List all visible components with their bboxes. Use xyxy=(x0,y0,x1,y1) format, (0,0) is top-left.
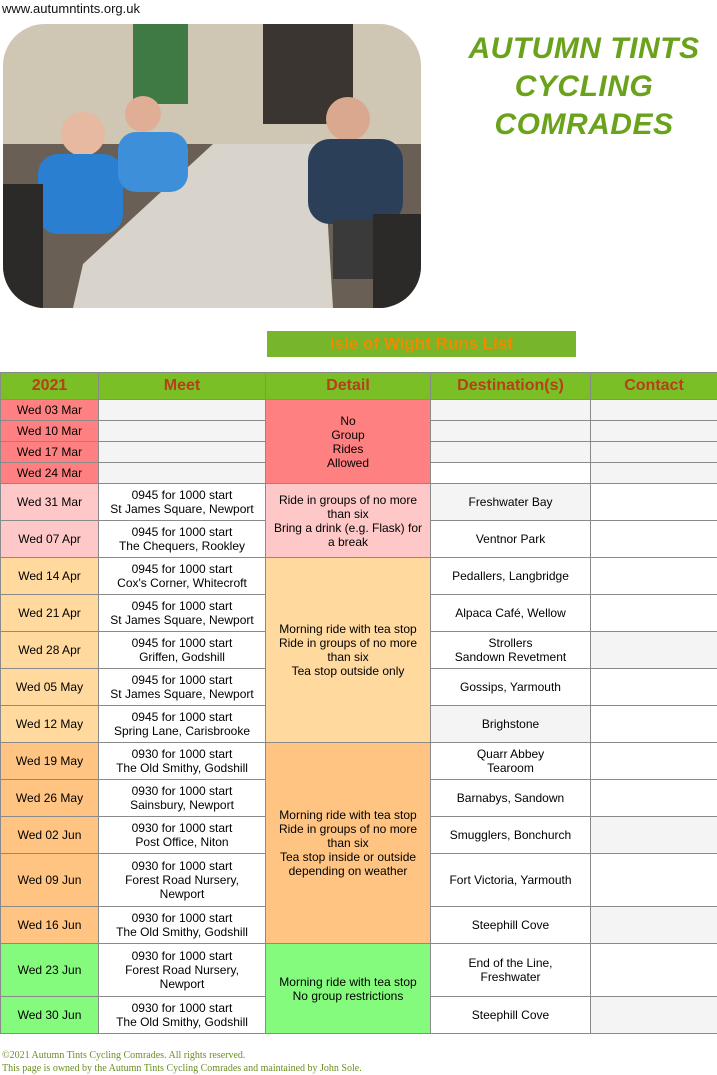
run-date: Wed 16 Jun xyxy=(1,907,99,944)
run-date: Wed 02 Jun xyxy=(1,817,99,854)
run-date: Wed 21 Apr xyxy=(1,595,99,632)
destination: Strollers Sandown Revetment xyxy=(431,632,591,669)
destination: Brighstone xyxy=(431,706,591,743)
destination: Alpaca Café, Wellow xyxy=(431,595,591,632)
contact xyxy=(591,997,717,1034)
destination: Smugglers, Bonchurch xyxy=(431,817,591,854)
meet-point: 0930 for 1000 start The Old Smithy, Godshill xyxy=(99,743,266,780)
table-row xyxy=(1,558,717,595)
contact xyxy=(591,442,717,463)
meet-point: 0930 for 1000 start Sainsbury, Newport xyxy=(99,780,266,817)
meet-point xyxy=(99,400,266,421)
footer xyxy=(2,1049,362,1075)
destination: Steephill Cove xyxy=(431,997,591,1034)
contact xyxy=(591,743,717,780)
run-date: Wed 19 May xyxy=(1,743,99,780)
table-header-row xyxy=(1,373,717,400)
club-title-line: CYCLING xyxy=(514,70,654,103)
contact xyxy=(591,632,717,669)
meet-point xyxy=(99,463,266,484)
destination: Quarr Abbey Tearoom xyxy=(431,743,591,780)
table-row xyxy=(1,743,717,780)
destination: Ventnor Park xyxy=(431,521,591,558)
run-date: Wed 09 Jun xyxy=(1,854,99,907)
run-detail: Morning ride with tea stop Ride in groups of no more than six Tea stop inside or outside depending on weather xyxy=(266,743,431,944)
run-date: Wed 10 Mar xyxy=(1,421,99,442)
runs-table xyxy=(0,372,717,1034)
run-detail: Ride in groups of no more than six Bring a drink (e.g. Flask) for a break xyxy=(266,484,431,558)
meet-point: 0930 for 1000 start Forest Road Nursery, Newport xyxy=(99,854,266,907)
meet-point: 0945 for 1000 start Griffen, Godshill xyxy=(99,632,266,669)
destination: Freshwater Bay xyxy=(431,484,591,521)
contact xyxy=(591,706,717,743)
meet-point: 0930 for 1000 start Post Office, Niton xyxy=(99,817,266,854)
contact xyxy=(591,780,717,817)
meet-point: 0945 for 1000 start The Chequers, Rookley xyxy=(99,521,266,558)
contact xyxy=(591,907,717,944)
header-year: 2021 xyxy=(1,373,99,400)
cafe-photo-illustration xyxy=(3,24,421,308)
contact xyxy=(591,421,717,442)
run-date: Wed 14 Apr xyxy=(1,558,99,595)
meet-point xyxy=(99,442,266,463)
run-date: Wed 12 May xyxy=(1,706,99,743)
meet-point: 0945 for 1000 start St James Square, Newport xyxy=(99,669,266,706)
run-date: Wed 24 Mar xyxy=(1,463,99,484)
run-date: Wed 31 Mar xyxy=(1,484,99,521)
runs-table-body xyxy=(1,400,717,1034)
destination: Steephill Cove xyxy=(431,907,591,944)
destination xyxy=(431,442,591,463)
contact xyxy=(591,595,717,632)
run-date: Wed 23 Jun xyxy=(1,944,99,997)
meet-point: 0930 for 1000 start The Old Smithy, Godshill xyxy=(99,997,266,1034)
run-date: Wed 28 Apr xyxy=(1,632,99,669)
site-url: www.autumntints.org.uk xyxy=(2,1,141,16)
header-detail: Detail xyxy=(266,373,431,400)
meet-point: 0945 for 1000 start St James Square, Newport xyxy=(99,595,266,632)
destination: Fort Victoria, Yarmouth xyxy=(431,854,591,907)
copyright: ©2021 Autumn Tints Cycling Comrades. All rights reserved. xyxy=(2,1050,246,1061)
run-date: Wed 17 Mar xyxy=(1,442,99,463)
contact xyxy=(591,521,717,558)
meet-point: 0945 for 1000 start St James Square, Newport xyxy=(99,484,266,521)
club-title-line: COMRADES xyxy=(494,108,674,141)
contact xyxy=(591,854,717,907)
header-meet: Meet xyxy=(99,373,266,400)
contact xyxy=(591,944,717,997)
contact xyxy=(591,400,717,421)
meet-point: 0945 for 1000 start Cox's Corner, Whitecroft xyxy=(99,558,266,595)
destination: Gossips, Yarmouth xyxy=(431,669,591,706)
destination: Barnabys, Sandown xyxy=(431,780,591,817)
run-detail: No Group Rides Allowed xyxy=(266,400,431,484)
run-detail: Morning ride with tea stop No group restrictions xyxy=(266,944,431,1034)
table-row xyxy=(1,484,717,521)
run-date: Wed 07 Apr xyxy=(1,521,99,558)
club-title-line: AUTUMN TINTS xyxy=(468,32,700,65)
contact xyxy=(591,558,717,595)
meet-point: 0945 for 1000 start Spring Lane, Carisbrooke xyxy=(99,706,266,743)
header-destination: Destination(s) xyxy=(431,373,591,400)
contact xyxy=(591,669,717,706)
meet-point xyxy=(99,421,266,442)
meet-point: 0930 for 1000 start The Old Smithy, Godshill xyxy=(99,907,266,944)
contact xyxy=(591,463,717,484)
group-photo xyxy=(3,24,421,308)
contact xyxy=(591,817,717,854)
club-title xyxy=(450,30,717,144)
contact xyxy=(591,484,717,521)
header-contact: Contact xyxy=(591,373,717,400)
destination xyxy=(431,463,591,484)
run-detail: Morning ride with tea stop Ride in groups of no more than six Tea stop outside only xyxy=(266,558,431,743)
destination xyxy=(431,421,591,442)
destination: Pedallers, Langbridge xyxy=(431,558,591,595)
run-date: Wed 03 Mar xyxy=(1,400,99,421)
destination: End of the Line, Freshwater xyxy=(431,944,591,997)
run-date: Wed 05 May xyxy=(1,669,99,706)
run-date: Wed 26 May xyxy=(1,780,99,817)
run-date: Wed 30 Jun xyxy=(1,997,99,1034)
runs-list-banner: Isle of Wight Runs List xyxy=(267,331,576,357)
meet-point: 0930 for 1000 start Forest Road Nursery, Newport xyxy=(99,944,266,997)
table-row xyxy=(1,400,717,421)
table-row xyxy=(1,944,717,997)
destination xyxy=(431,400,591,421)
maintainer-note: This page is owned by the Autumn Tints Cycling Comrades and maintained by John Sole. xyxy=(2,1063,362,1074)
